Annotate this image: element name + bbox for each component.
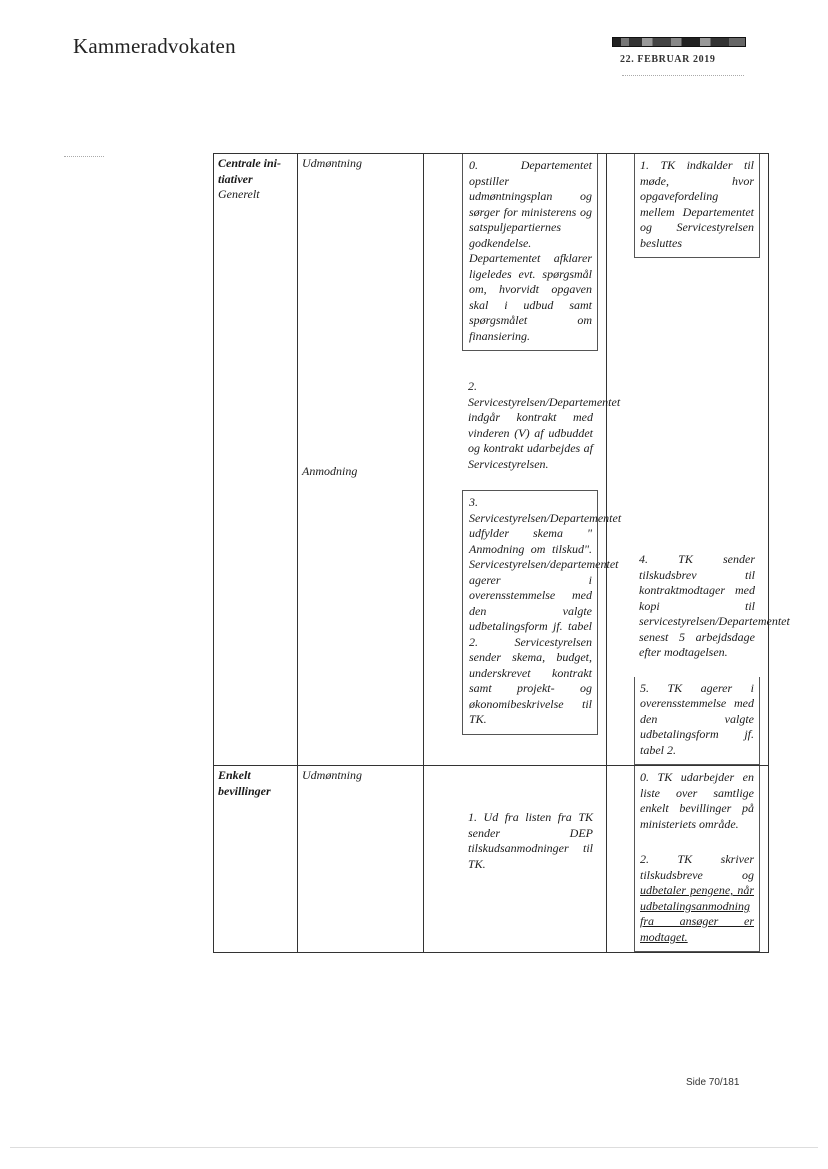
category-subline: Generelt	[218, 187, 260, 201]
category-cell	[214, 766, 298, 953]
tk-step: 4. TK sender tilskudsbrev til kontraktmodtager med kopi til servicestyrelsen/Departementet senest 5 arbejdsdage efter modtagelsen.	[639, 552, 790, 659]
tk-step	[634, 838, 760, 952]
phase-label: Udmøntning	[302, 156, 362, 170]
page-bottom-edge	[10, 1147, 818, 1148]
tk-step-underlined-text: udbetaler pengene, når udbetalingsanmodning fra ansøger er modtaget.	[640, 883, 754, 944]
phase-cell	[298, 154, 424, 766]
category-line: bevillinger	[218, 783, 271, 798]
department-cell	[424, 766, 607, 953]
category-line: Enkelt	[218, 768, 251, 782]
department-cell	[424, 154, 622, 766]
date-underline	[622, 75, 744, 76]
phase-label: Udmøntning	[302, 768, 362, 782]
department-step: 1. Ud fra listen fra TK sender DEP tilskudsanmodninger til TK.	[468, 810, 593, 871]
department-step: 0. Departementet opstiller udmøntningsplan og sørger for ministerens og satspuljepartiernes godkendelse. Departementet afklarer ligeledes evt. spørgsmål om, hvorvidt opgaven skal i udbud samt spørgsmålet om finansiering.	[462, 154, 598, 351]
table-row	[214, 766, 769, 953]
tk-step: 1. TK indkalder til møde, hvor opgavefordeling mellem Departementet og Servicestyrelsen besluttes	[634, 154, 760, 258]
category-cell	[214, 154, 298, 766]
tk-step-text: 2. TK skriver tilskudsbreve og	[640, 852, 754, 882]
tk-step: 5. TK agerer i overensstemmelse med den valgte udbetalingsform jf. tabel 2.	[634, 677, 760, 766]
tk-cell	[607, 766, 769, 953]
tk-cell	[607, 154, 790, 766]
phase-cell	[298, 766, 424, 953]
category-line: Centrale ini-	[218, 156, 282, 170]
category-line: tiativer	[218, 171, 253, 186]
table-row	[214, 154, 769, 766]
document-date: 22. FEBRUAR 2019	[620, 54, 716, 65]
phase-label: Anmodning	[302, 463, 358, 478]
responsibility-table	[213, 153, 790, 953]
page-number: Side 70/181	[686, 1077, 740, 1088]
department-step: 3. Servicestyrelsen/Departementet udfylder skema " Anmodning om tilskud". Servicestyrelsen/departementet agerer i overensstemmelse med den valgte udbetalingsform jf. tabel 2. Servicestyrelsen sender skema, budget, underskrevet kontrakt samt projekt- og økonomibeskrivelse til TK.	[462, 490, 598, 735]
firm-logo: Kammeradvokaten	[73, 34, 236, 58]
received-stamp-bar	[612, 37, 746, 47]
tk-step: 0. TK udarbejder en liste over samtlige enkelt bevillinger på ministeriets område.	[634, 766, 760, 838]
department-step: 2. Servicestyrelsen/Departementet indgår kontrakt med vinderen (V) af udbuddet og kontrakt udarbejdes af Servicestyrelsen.	[468, 379, 621, 471]
margin-mark	[64, 156, 104, 157]
